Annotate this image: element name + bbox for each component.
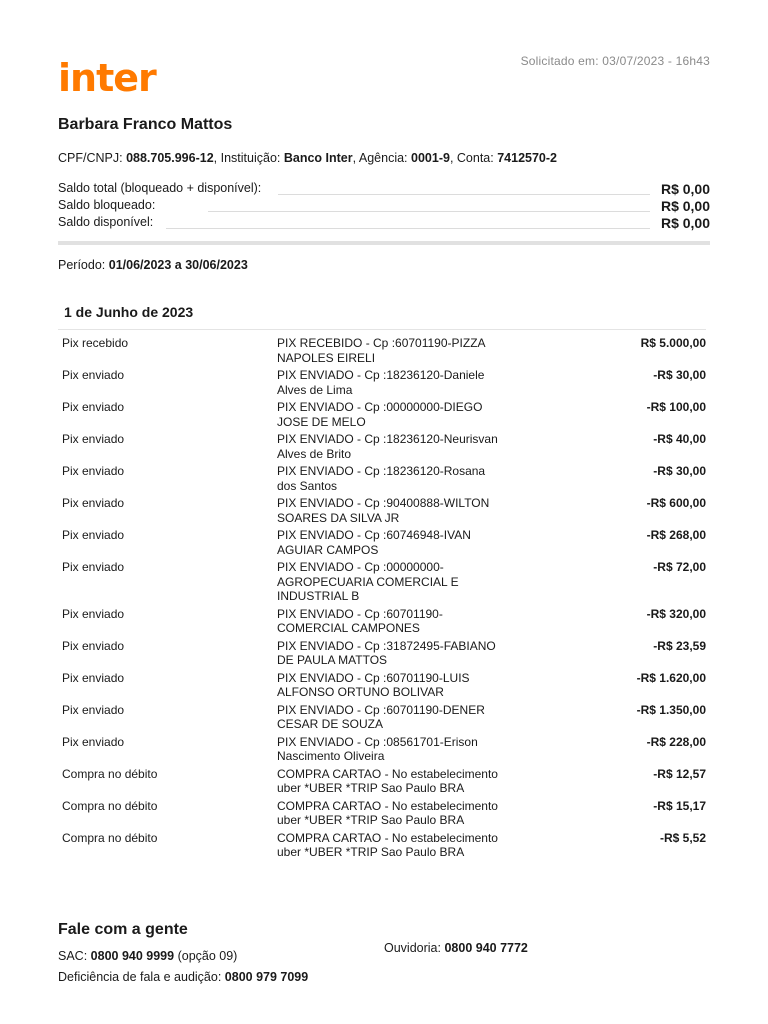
transaction-amount: R$ 5.000,00 <box>640 336 706 350</box>
transaction-type: Pix enviado <box>62 400 125 414</box>
transaction-amount: -R$ 40,00 <box>653 432 706 446</box>
balance-blocked-label: Saldo bloqueado: <box>58 198 159 212</box>
transaction-type: Compra no débito <box>62 766 158 781</box>
institution-value: Banco Inter <box>283 151 353 165</box>
inter-logo: inter <box>58 56 156 100</box>
transaction-row <box>62 560 706 607</box>
transaction-amount: -R$ 600,00 <box>646 496 706 510</box>
transaction-row <box>62 671 706 703</box>
section-divider <box>58 241 710 245</box>
cpf-value: 088.705.996-12 <box>126 151 214 165</box>
transaction-description: PIX ENVIADO - Cp :18236120-Neurisvan Alves de Brito <box>277 432 498 461</box>
sac-option: (opção 09) <box>177 949 238 963</box>
agency-label: , Agência: <box>352 151 408 165</box>
transaction-row <box>62 464 706 496</box>
transaction-amount: -R$ 100,00 <box>646 400 706 414</box>
transaction-description: PIX ENVIADO - Cp :60701190-LUIS ALFONSO ORTUNO BOLIVAR <box>277 670 470 699</box>
transaction-type: Pix enviado <box>62 560 125 574</box>
account-label: , Conta: <box>449 151 494 165</box>
transaction-description: PIX ENVIADO - Cp :00000000-AGROPECUARIA COMERCIAL E INDUSTRIAL B <box>277 560 459 603</box>
transaction-amount: -R$ 1.620,00 <box>636 670 706 685</box>
transaction-amount: -R$ 30,00 <box>653 464 706 478</box>
transaction-row <box>62 639 706 671</box>
ombudsman-line <box>384 941 528 955</box>
transaction-type: Pix enviado <box>62 464 125 478</box>
transaction-description: PIX ENVIADO - Cp :60701190-DENER CESAR DE SOUZA <box>277 702 485 731</box>
period-value: 01/06/2023 a 30/06/2023 <box>108 258 248 272</box>
transaction-description: PIX ENVIADO - Cp :18236120-Rosana dos Santos <box>277 464 486 493</box>
transaction-type: Pix recebido <box>62 336 129 350</box>
transaction-row <box>62 799 706 831</box>
transaction-row <box>62 336 706 368</box>
transactions-list <box>62 336 706 863</box>
balance-available-row <box>58 215 710 232</box>
transaction-amount: -R$ 23,59 <box>653 638 706 653</box>
transaction-type: Pix enviado <box>62 734 125 749</box>
transaction-amount: -R$ 228,00 <box>646 734 706 749</box>
agency-value: 0001-9 <box>411 151 450 165</box>
sac-line <box>58 949 237 963</box>
transaction-row <box>62 528 706 560</box>
account-holder-name: Barbara Franco Mattos <box>58 116 233 133</box>
transaction-type: Pix enviado <box>62 702 125 717</box>
balance-blocked-value: R$ 0,00 <box>660 198 710 214</box>
balance-total-value: R$ 0,00 <box>660 181 710 197</box>
transaction-row <box>62 607 706 639</box>
transaction-amount: -R$ 320,00 <box>646 606 706 621</box>
transaction-description: COMPRA CARTAO - No estabelecimento uber *UBER *TRIP Sao Paulo BRA <box>277 830 498 859</box>
transaction-row <box>62 703 706 735</box>
account-info <box>58 151 557 165</box>
transaction-description: PIX ENVIADO - Cp :00000000-DIEGO JOSE DE MELO <box>277 400 483 429</box>
transaction-row <box>62 831 706 863</box>
day-divider <box>58 329 706 330</box>
transaction-type: Pix enviado <box>62 432 125 446</box>
transaction-type: Pix enviado <box>62 606 125 621</box>
transaction-type: Compra no débito <box>62 830 158 845</box>
deficiency-number: 0800 979 7099 <box>224 970 309 984</box>
transaction-row <box>62 735 706 767</box>
transaction-row <box>62 767 706 799</box>
cpf-label: CPF/CNPJ: <box>58 151 123 165</box>
deficiency-line <box>58 970 308 984</box>
transaction-type: Pix enviado <box>62 638 125 653</box>
sac-number: 0800 940 9999 <box>90 949 175 963</box>
statement-period <box>58 258 248 272</box>
contact-title: Fale com a gente <box>58 921 188 938</box>
balance-total-label: Saldo total (bloqueado + disponível): <box>58 181 265 195</box>
transaction-type: Pix enviado <box>62 670 125 685</box>
dotted-leader <box>278 194 650 195</box>
transaction-row <box>62 400 706 432</box>
transaction-description: PIX ENVIADO - Cp :08561701-Erison Nascimento Oliveira <box>277 734 478 763</box>
balance-total-row <box>58 181 710 198</box>
transaction-description: PIX ENVIADO - Cp :31872495-FABIANO DE PAULA MATTOS <box>277 638 496 667</box>
balance-blocked-row <box>58 198 710 215</box>
transaction-amount: -R$ 30,00 <box>653 368 706 382</box>
requested-at: Solicitado em: 03/07/2023 - 16h43 <box>520 54 710 68</box>
transaction-type: Pix enviado <box>62 368 125 382</box>
deficiency-label: Deficiência de fala e audição: <box>58 970 222 984</box>
transaction-description: COMPRA CARTAO - No estabelecimento uber *UBER *TRIP Sao Paulo BRA <box>277 766 498 795</box>
transaction-amount: -R$ 15,17 <box>653 798 706 813</box>
period-label: Período: <box>58 258 106 272</box>
balance-available-value: R$ 0,00 <box>660 215 710 231</box>
transaction-amount: -R$ 12,57 <box>653 766 706 781</box>
ombudsman-number: 0800 940 7772 <box>444 941 528 955</box>
transaction-amount: -R$ 268,00 <box>646 528 706 542</box>
transaction-row <box>62 496 706 528</box>
balance-available-label: Saldo disponível: <box>58 215 157 229</box>
transaction-amount: -R$ 72,00 <box>653 560 706 574</box>
transaction-amount: -R$ 5,52 <box>659 830 706 845</box>
transaction-type: Pix enviado <box>62 496 125 510</box>
transaction-amount: -R$ 1.350,00 <box>636 702 706 717</box>
transaction-description: PIX ENVIADO - Cp :60701190-COMERCIAL CAMPONES <box>277 606 443 635</box>
dotted-leader <box>166 228 650 229</box>
account-number: 7412570-2 <box>497 151 557 165</box>
transaction-description: COMPRA CARTAO - No estabelecimento uber *UBER *TRIP Sao Paulo BRA <box>277 798 498 827</box>
transaction-description: PIX RECEBIDO - Cp :60701190-PIZZA NAPOLES EIRELI <box>277 336 485 365</box>
transaction-description: PIX ENVIADO - Cp :90400888-WILTON SOARES DA SILVA JR <box>277 496 490 525</box>
transaction-row <box>62 432 706 464</box>
transaction-type: Compra no débito <box>62 798 158 813</box>
dotted-leader <box>208 211 650 212</box>
transaction-row <box>62 368 706 400</box>
sac-label: SAC: <box>58 949 88 963</box>
transaction-description: PIX ENVIADO - Cp :18236120-Daniele Alves de Lima <box>277 368 485 397</box>
institution-label: , Instituição: <box>213 151 281 165</box>
day-heading: 1 de Junho de 2023 <box>64 304 194 320</box>
transaction-type: Pix enviado <box>62 528 125 542</box>
transaction-description: PIX ENVIADO - Cp :60746948-IVAN AGUIAR CAMPOS <box>277 528 471 557</box>
ombudsman-label: Ouvidoria: <box>384 941 441 955</box>
